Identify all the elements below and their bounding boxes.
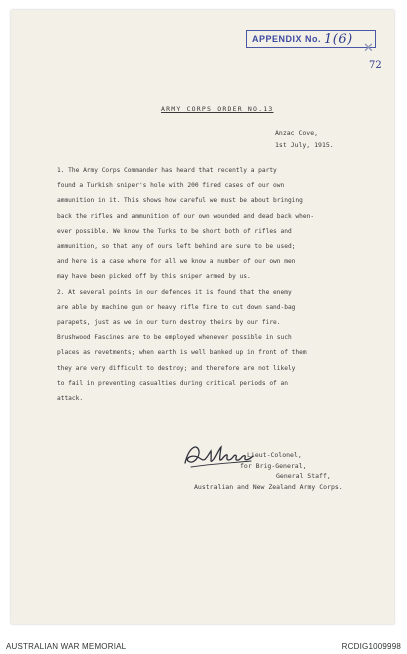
pencil-cross-mark-icon: ✕ [363, 40, 374, 55]
order-place: Anzac Cove, [275, 129, 319, 137]
appendix-stamp [246, 30, 376, 48]
signatory-for: for Brig-General, [240, 461, 307, 470]
appendix-stamp-number: 1(6) [324, 31, 353, 47]
body-line: ammunition, so that any of ours left behind are sure to be used; [57, 243, 296, 251]
body-line: back the rifles and ammunition of our own wounded and dead back when- [57, 212, 315, 220]
body-line: they are very difficult to destroy; and therefore are not likely [57, 364, 296, 372]
document-page [11, 10, 394, 624]
body-line: 1. The Army Corps Commander has heard that recently a party [57, 167, 277, 174]
body-line: may have been picked off by this sniper armed by us. [57, 273, 251, 281]
page-number: 72 [369, 60, 382, 71]
body-line: ammunition in it. This shows how careful we must be about bringing [57, 197, 303, 205]
appendix-stamp-label: APPENDIX No. [252, 34, 322, 44]
body-line: attack. [57, 395, 84, 403]
signatory-unit: Australian and New Zealand Army Corps. [194, 482, 343, 491]
signatory-role: General Staff, [276, 472, 331, 480]
body-line: found a Turkish sniper's hole with 200 fired cases of our own [57, 182, 285, 190]
body-line: Brushwood Fascines are to be employed whenever possible in such [57, 334, 292, 342]
signatory-rank: Lieut-Colonel, [247, 451, 302, 459]
signature-block [194, 450, 343, 492]
body-line: and here is a case where for all we know a number of our own men [57, 258, 296, 266]
body-line: ever possible. We know the Turks to be short both of rifles and [57, 227, 292, 235]
body-line: 2. At several points in our defences it is found that the enemy [57, 288, 292, 296]
body-line: to fail in preventing casualties during critical periods of an [57, 379, 288, 387]
order-body [57, 163, 377, 406]
body-line: are able by machine gun or heavy rifle fire to cut down sand-bag [57, 303, 296, 311]
order-title: ARMY CORPS ORDER NO.13 [161, 105, 274, 113]
body-line: places as revetments; when earth is well banked up in front of them [57, 349, 307, 357]
footer-record-id: RCDIG1009998 [341, 642, 401, 651]
order-date: 1st July, 1915. [275, 141, 334, 149]
footer-institution: AUSTRALIAN WAR MEMORIAL [6, 642, 127, 651]
body-line: parapets, just as we in our turn destroy theirs by our fire. [57, 319, 281, 327]
